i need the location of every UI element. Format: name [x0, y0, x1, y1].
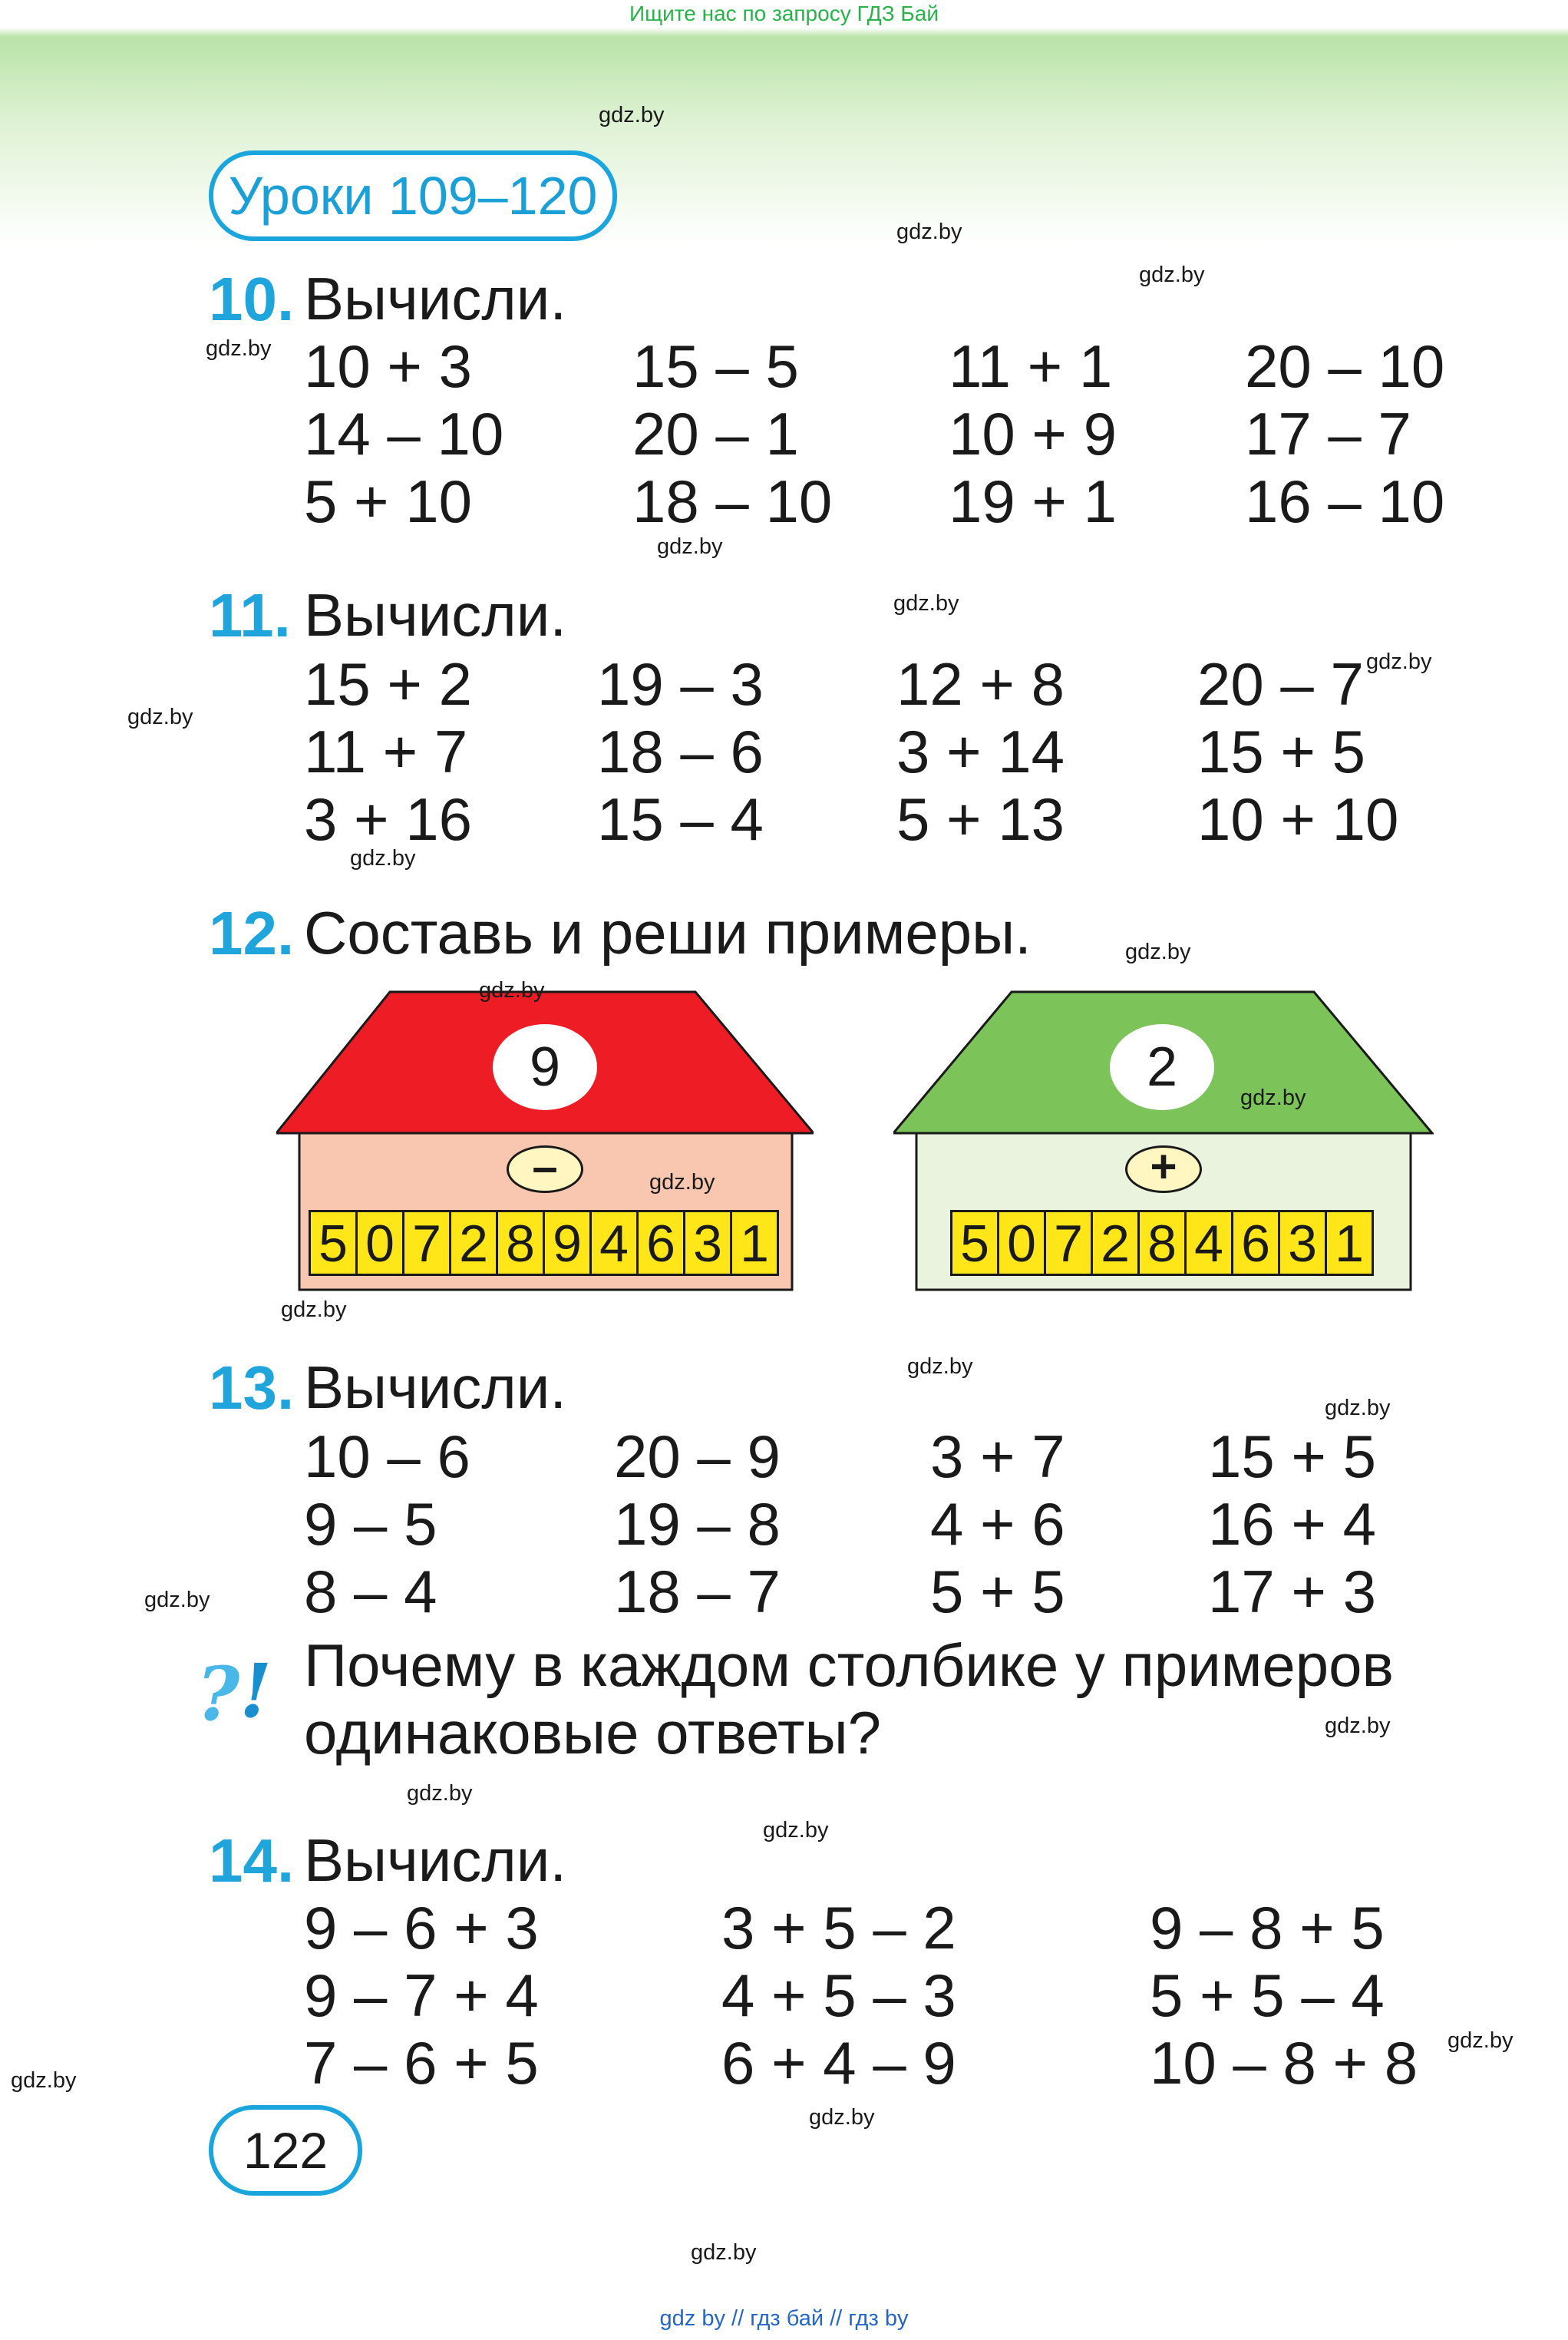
digit-cell: 3 — [1280, 1212, 1327, 1274]
exercise-10-title: Вычисли. — [304, 265, 567, 332]
ex11-expression: 10 + 10 — [1197, 785, 1399, 853]
ex14-expression: 5 + 5 – 4 — [1150, 1962, 1385, 2029]
ex14-expression: 9 – 7 + 4 — [304, 1962, 539, 2029]
ex11-expression: 3 + 16 — [304, 785, 473, 853]
ex14-expression: 6 + 4 – 9 — [721, 2029, 956, 2097]
digit-cell: 4 — [592, 1212, 639, 1274]
exercise-11-number: 11. — [209, 581, 291, 649]
ex11-expression: 15 – 4 — [597, 785, 764, 853]
watermark: gdz.by — [599, 103, 665, 127]
watermark: gdz.by — [1240, 1086, 1306, 1110]
watermark: gdz.by — [896, 220, 962, 244]
exercise-13-question-line-1: Почему в каждом столбике у примеров — [304, 1631, 1394, 1699]
digit-cell: 8 — [1140, 1212, 1187, 1274]
digit-cell: 8 — [498, 1212, 545, 1274]
svg-text:!: ! — [239, 1649, 272, 1734]
digit-cell: 7 — [404, 1212, 451, 1274]
svg-text:?: ? — [196, 1651, 240, 1734]
minus-operation-oval: – — [507, 1145, 583, 1193]
watermark: gdz.by — [893, 591, 959, 616]
roof-number-circle: 2 — [1110, 1024, 1214, 1110]
watermark: gdz.by — [127, 705, 193, 729]
digit-cell: 2 — [1093, 1212, 1140, 1274]
ex13-expression: 10 – 6 — [304, 1423, 470, 1490]
watermark: gdz.by — [144, 1588, 210, 1612]
top-banner[interactable]: Ищите нас по запросу ГДЗ Бай — [629, 2, 939, 25]
digit-strip — [950, 1210, 1374, 1276]
ex14-expression: 10 – 8 + 8 — [1150, 2029, 1418, 2097]
roof-number-circle: 9 — [493, 1024, 597, 1110]
exercise-12-title: Составь и реши примеры. — [304, 899, 1032, 967]
ex10-expression: 5 + 10 — [304, 468, 473, 535]
ex11-expression: 19 – 3 — [597, 650, 764, 718]
ex13-expression: 8 – 4 — [304, 1558, 437, 1625]
watermark: gdz.by — [691, 2240, 757, 2265]
ex14-expression: 7 – 6 + 5 — [304, 2029, 539, 2097]
ex10-expression: 11 + 1 — [949, 332, 1113, 400]
digit-cell: 0 — [358, 1212, 404, 1274]
watermark: gdz.by — [1325, 1396, 1391, 1420]
ex10-expression: 18 – 10 — [632, 468, 833, 535]
digit-cell: 5 — [311, 1212, 358, 1274]
ex11-expression: 15 + 5 — [1197, 718, 1366, 785]
exercise-12-number: 12. — [209, 899, 295, 967]
watermark: gdz.by — [1125, 940, 1191, 964]
watermark: gdz.by — [1448, 2028, 1514, 2053]
watermark: gdz.by — [1139, 263, 1205, 287]
digit-cell: 3 — [685, 1212, 732, 1274]
exercise-10-number: 10. — [209, 265, 295, 333]
watermark: gdz.by — [763, 1818, 829, 1843]
ex11-expression: 5 + 13 — [896, 785, 1065, 853]
digit-cell: 1 — [740, 1215, 769, 1273]
exercise-11-title: Вычисли. — [304, 581, 567, 649]
ex13-expression: 18 – 7 — [614, 1558, 781, 1625]
digit-cell: 4 — [1187, 1212, 1233, 1274]
ex10-expression: 15 – 5 — [632, 332, 799, 400]
question-exclamation-glyph — [195, 1649, 279, 1734]
ex14-expression: 9 – 8 + 5 — [1150, 1894, 1385, 1962]
digit-cell: 6 — [639, 1212, 685, 1274]
ex10-expression: 10 + 3 — [304, 332, 473, 400]
ex11-expression: 11 + 7 — [304, 718, 468, 785]
ex10-expression: 10 + 9 — [949, 400, 1117, 468]
watermark: gdz.by — [350, 846, 416, 871]
house-add — [893, 990, 1434, 1297]
page-number-badge: 122 — [209, 2105, 362, 2196]
ex13-expression: 9 – 5 — [304, 1490, 437, 1558]
ex13-expression: 16 + 4 — [1208, 1490, 1377, 1558]
ex10-expression: 20 – 10 — [1245, 332, 1445, 400]
ex13-expression: 5 + 5 — [930, 1558, 1065, 1625]
exercise-13-question-line-2: одинаковые ответы? — [304, 1699, 882, 1767]
ex11-expression: 18 – 6 — [597, 718, 764, 785]
watermark: gdz.by — [479, 978, 545, 1003]
ex11-expression: 20 – 7 — [1197, 650, 1364, 718]
watermark: gdz.by — [407, 1781, 473, 1806]
ex14-expression: 3 + 5 – 2 — [721, 1894, 956, 1962]
digit-cell: 6 — [1233, 1212, 1280, 1274]
digit-cell: 2 — [451, 1212, 498, 1274]
digit-cell: 5 — [952, 1212, 999, 1274]
watermark: gdz.by — [809, 2105, 875, 2130]
ex11-expression: 12 + 8 — [896, 650, 1065, 718]
ex10-expression: 20 – 1 — [632, 400, 799, 468]
watermark: gdz.by — [907, 1354, 973, 1379]
ex11-expression: 3 + 14 — [896, 718, 1065, 785]
digit-cell: 1 — [1335, 1215, 1364, 1273]
footer-links[interactable]: gdz by // гдз бай // гдз by — [659, 2306, 909, 2331]
ex13-expression: 20 – 9 — [614, 1423, 781, 1490]
ex13-expression: 17 + 3 — [1208, 1558, 1377, 1625]
ex10-expression: 16 – 10 — [1245, 468, 1445, 535]
watermark: gdz.by — [11, 2068, 77, 2093]
exercise-13-title: Вычисли. — [304, 1353, 567, 1421]
plus-operation-oval: + — [1125, 1145, 1202, 1193]
ex13-expression: 15 + 5 — [1208, 1423, 1377, 1490]
digit-strip — [309, 1210, 779, 1276]
watermark: gdz.by — [1366, 649, 1432, 674]
ex10-expression: 17 – 7 — [1245, 400, 1411, 468]
exercise-14-title: Вычисли. — [304, 1826, 567, 1894]
watermark: gdz.by — [649, 1170, 715, 1195]
ex11-expression: 15 + 2 — [304, 650, 473, 718]
exercise-13-number: 13. — [209, 1353, 295, 1422]
watermark: gdz.by — [657, 534, 723, 559]
lesson-title-badge: Уроки 109–120 — [209, 150, 617, 241]
ex13-expression: 19 – 8 — [614, 1490, 781, 1558]
ex13-expression: 4 + 6 — [930, 1490, 1065, 1558]
ex14-expression: 9 – 6 + 3 — [304, 1894, 539, 1962]
ex10-expression: 19 + 1 — [949, 468, 1117, 535]
watermark: gdz.by — [1325, 1714, 1391, 1738]
ex13-expression: 3 + 7 — [930, 1423, 1065, 1490]
ex14-expression: 4 + 5 – 3 — [721, 1962, 956, 2029]
watermark: gdz.by — [206, 336, 272, 361]
digit-cell: 7 — [1046, 1212, 1093, 1274]
ex10-expression: 14 – 10 — [304, 400, 504, 468]
digit-cell: 9 — [545, 1212, 592, 1274]
digit-cell: 0 — [999, 1212, 1046, 1274]
exercise-14-number: 14. — [209, 1826, 295, 1895]
watermark: gdz.by — [281, 1297, 347, 1322]
house-subtract — [276, 990, 814, 1297]
question-exclamation-icon — [195, 1649, 279, 1737]
